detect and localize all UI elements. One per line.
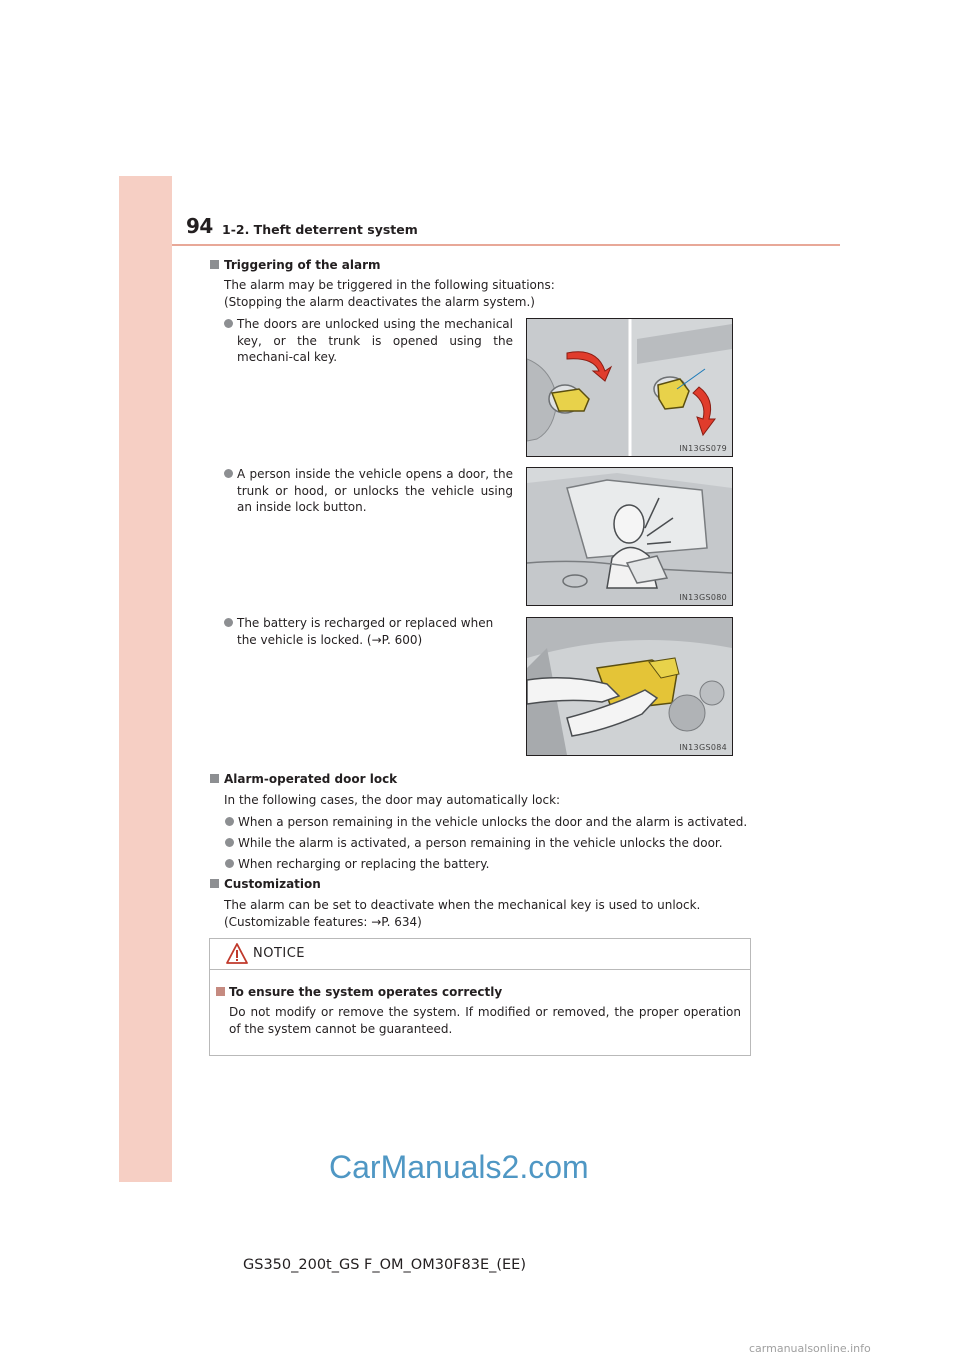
door-lock-item: While the alarm is activated, a person remaining in the vehicle unlocks the door. xyxy=(238,835,723,852)
mechanical-key-illustration xyxy=(527,319,732,456)
chapter-sidebar-tab xyxy=(119,176,172,1182)
page-number: 94 xyxy=(186,214,213,238)
figure-battery xyxy=(526,617,733,756)
trigger-item-battery: The battery is recharged or replaced when the vehicle is locked. (→P. 600) xyxy=(237,615,513,648)
section-title: 1-2. Theft deterrent system xyxy=(222,222,418,237)
battery-replacement-illustration xyxy=(527,618,732,755)
heading-square-icon xyxy=(210,774,219,783)
trigger-item-inside-person: A person inside the vehicle opens a door, the trunk or hood, or unlocks the vehicle using an inside lock button. xyxy=(237,466,513,516)
bullet-icon xyxy=(224,469,233,478)
door-lock-item: When recharging or replacing the battery. xyxy=(238,856,489,873)
heading-triggering xyxy=(224,258,381,272)
watermark-logo: CarManuals2.com xyxy=(329,1149,589,1185)
bullet-icon xyxy=(224,618,233,627)
footer-manual-code: GS350_200t_GS F_OM_OM30F83E_(EE) xyxy=(243,1257,527,1273)
notice-header xyxy=(210,939,750,970)
notice-heading: To ensure the system operates correctly xyxy=(229,985,502,999)
figure-code: IN13GS079 xyxy=(679,444,727,453)
heading-door-lock: Alarm-operated door lock xyxy=(224,772,397,786)
customization-line2: (Customizable features: →P. 634) xyxy=(224,915,422,929)
triggering-intro: The alarm may be triggered in the following situations: xyxy=(224,278,555,292)
trigger-item-mechanical-key: The doors are unlocked using the mechanical key, or the trunk is opened using the mechani-cal key. xyxy=(237,316,513,366)
door-lock-intro: In the following cases, the door may automatically lock: xyxy=(224,793,561,807)
heading-triggering-text: Triggering of the alarm xyxy=(224,258,381,272)
figure-mechanical-key xyxy=(526,318,733,457)
triggering-note: (Stopping the alarm deactivates the alarm system.) xyxy=(224,295,535,309)
customization-line1: The alarm can be set to deactivate when the mechanical key is used to unlock. xyxy=(224,898,701,912)
warning-triangle-icon xyxy=(226,943,248,964)
heading-square-icon xyxy=(210,879,219,888)
person-inside-vehicle-illustration xyxy=(527,468,732,605)
notice-title: NOTICE xyxy=(253,946,306,961)
heading-square-icon xyxy=(216,987,225,996)
figure-code: IN13GS084 xyxy=(679,743,727,752)
notice-text: Do not modify or remove the system. If modified or removed, the proper operation of the system cannot be guaranteed. xyxy=(229,1005,741,1036)
figure-code: IN13GS080 xyxy=(679,593,727,602)
notice-box xyxy=(209,938,751,1056)
bottom-watermark: carmanualsonline.info xyxy=(749,1342,871,1355)
bullet-icon xyxy=(224,319,233,328)
figure-person-inside xyxy=(526,467,733,606)
heading-square-icon xyxy=(210,260,219,269)
door-lock-item: When a person remaining in the vehicle unlocks the door and the alarm is activated. xyxy=(238,814,747,831)
bullet-icon xyxy=(225,817,234,826)
heading-customization: Customization xyxy=(224,877,321,891)
bullet-icon xyxy=(225,859,234,868)
bullet-icon xyxy=(225,838,234,847)
header-rule xyxy=(172,244,840,246)
